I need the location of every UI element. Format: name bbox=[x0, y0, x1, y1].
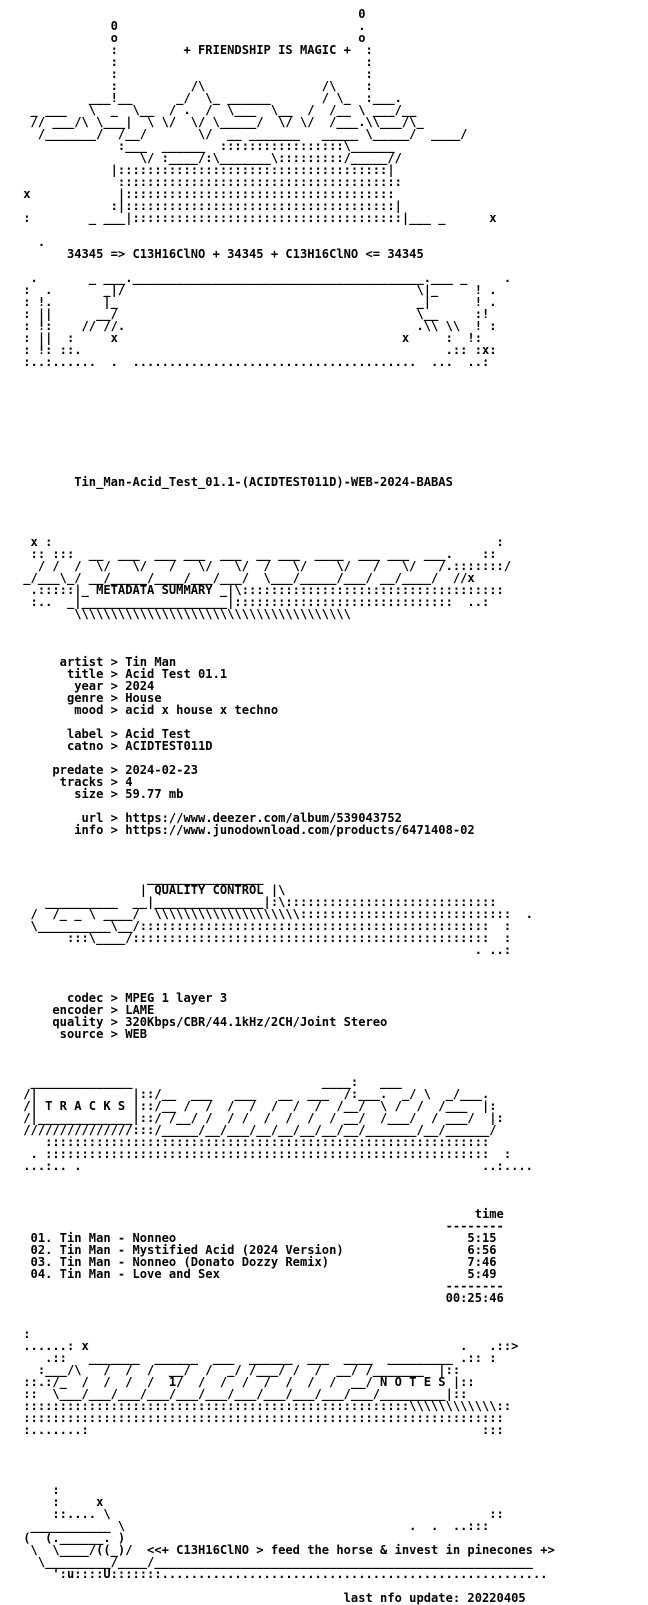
nfo-line: ::.:/_ / / / / 1/ / / / / / / / __/ N O T E S |:: bbox=[16, 1375, 475, 1389]
nfo-line: ________________ bbox=[16, 871, 264, 885]
nfo-line bbox=[16, 1304, 555, 1316]
nfo-line: source > WEB bbox=[16, 1027, 148, 1041]
nfo-line bbox=[16, 956, 555, 968]
nfo-line: /_______/ /__/ \/ __ _______ _____ \_____/ ____/ bbox=[16, 127, 468, 141]
nfo-line: \_________/____/____________________________________________________ bbox=[16, 1555, 533, 1569]
nfo-line: tracks > 4 bbox=[16, 775, 133, 789]
nfo-line bbox=[16, 1580, 555, 1592]
nfo-line: :.. _|____________________|:::::::::::::::::::::::::::::: ..: bbox=[16, 595, 490, 609]
nfo-line: /| T R A C K S |::/__ / / / / / / / /__/ \ / / /___ |: bbox=[16, 1099, 497, 1113]
nfo-line: _ ___ \ _ \__ / . / \___ \__ / /__ \ ___/__ bbox=[16, 103, 417, 117]
nfo-line: :..:...... . ....................................... ... ..: bbox=[16, 355, 490, 369]
nfo-line: ':u::::U:::::::..................................................... bbox=[16, 1567, 548, 1581]
nfo-line: year > 2024 bbox=[16, 679, 155, 693]
nfo-line bbox=[16, 1184, 555, 1196]
nfo-line: encoder > LAME bbox=[16, 1003, 155, 1017]
nfo-line: : !. |_ _| ! . bbox=[16, 295, 497, 309]
nfo-line: quality > 320Kbps/CBR/44.1kHz/2CH/Joint Stereo bbox=[16, 1015, 388, 1029]
nfo-line: x : : bbox=[16, 535, 504, 549]
nfo-line: . _ ___.________________________________________.___ _ . bbox=[16, 271, 512, 285]
nfo-line bbox=[16, 392, 555, 404]
nfo-line bbox=[16, 1448, 555, 1460]
nfo-line bbox=[16, 1460, 555, 1472]
nfo-line: : : bbox=[16, 55, 373, 69]
nfo-line bbox=[16, 1472, 555, 1484]
nfo-line: url > https://www.deezer.com/album/539043752 bbox=[16, 811, 402, 825]
nfo-line: o o bbox=[16, 31, 366, 45]
nfo-line: :___ ______ :::::::::::::::::\______ bbox=[16, 139, 395, 153]
nfo-line bbox=[16, 452, 555, 464]
nfo-line: ___________ \ . . ..::: bbox=[16, 1519, 490, 1533]
nfo-line: 03. Tin Man - Nonneo (Donato Dozzy Remix) 7:46 bbox=[16, 1255, 497, 1269]
nfo-line: ______________ ____: ___ bbox=[16, 1075, 402, 1089]
nfo-line: /| |::/__ ___ ___ __ ___ /:___. _/ \ _/___. bbox=[16, 1087, 490, 1101]
nfo-line: : : bbox=[16, 67, 373, 81]
nfo-line: | QUALITY CONTROL |\ bbox=[16, 883, 286, 897]
nfo-line: / / / \/ \/ / \/ \/ / \/ \/ / \/ /.:::::::/ bbox=[16, 559, 512, 573]
nfo-line: : !: ::. .:: :x: bbox=[16, 343, 497, 357]
nfo-line: . bbox=[16, 235, 46, 249]
nfo-line: .:: _______ ______ ___ ______ ___ ____ _________ .:: : bbox=[16, 1351, 497, 1365]
nfo-line: : || : x x : !: bbox=[16, 331, 482, 345]
nfo-line: \/ :____/:\_______\:::::::::/_____// bbox=[16, 151, 402, 165]
nfo-line: \__________\__/:::::::::::::::::::::::::::::::::::::::::::::::: : bbox=[16, 919, 512, 933]
nfo-line bbox=[16, 1172, 555, 1184]
nfo-line: 02. Tin Man - Mystified Acid (2024 Version) 6:56 bbox=[16, 1243, 497, 1257]
nfo-line: /|_____________|::/ /__/ / / / / / / / __/ /___/ / ___/ |: bbox=[16, 1111, 504, 1125]
nfo-line: : _ ___|:::::::::::::::::::::::::::::::::::::|___ _ x bbox=[16, 211, 497, 225]
nfo-line: . ..: bbox=[16, 943, 512, 957]
nfo-line: -------- bbox=[16, 1219, 504, 1233]
nfo-line bbox=[16, 512, 555, 524]
nfo-line: info > https://www.junodownload.com/products/6471408-02 bbox=[16, 823, 475, 837]
nfo-line: : bbox=[16, 1483, 60, 1497]
nfo-line bbox=[16, 404, 555, 416]
nfo-line: : x bbox=[16, 1495, 104, 1509]
nfo-line bbox=[16, 1316, 555, 1328]
nfo-line: ::.... \ :: bbox=[16, 1507, 504, 1521]
nfo-line bbox=[16, 632, 555, 644]
nfo-line bbox=[16, 368, 555, 380]
nfo-line: : /\ /\ : bbox=[16, 79, 373, 93]
nfo-line: __________ __|_______________|:\::::::::::::::::::::::::::::: bbox=[16, 895, 497, 909]
nfo-line: \\\\\\\\\\\\\\\\\\\\\\\\\\\\\\\\\\\\\\ bbox=[16, 607, 351, 621]
nfo-line bbox=[16, 488, 555, 500]
nfo-line bbox=[16, 836, 555, 848]
nfo-line: :.......: ::: bbox=[16, 1423, 504, 1437]
nfo-line: : || __/ \__ :! bbox=[16, 307, 490, 321]
nfo-line: catno > ACIDTEST011D bbox=[16, 739, 213, 753]
nfo-line bbox=[16, 968, 555, 980]
nfo-line: :: ::: __ ___ ___ ___ ___ __ ___ ____ ___ ___ ___. :: bbox=[16, 547, 497, 561]
nfo-line: . ::::::::::::::::::::::::::::::::::::::::::::::::::::::::::::: : bbox=[16, 1147, 512, 1161]
nfo-line: genre > House bbox=[16, 691, 162, 705]
nfo-line: -------- bbox=[16, 1279, 504, 1293]
nfo-line: :___/\ / / / __/ / _/ /___/ / / __/ /_______ |:: bbox=[16, 1363, 461, 1377]
nfo-line bbox=[16, 224, 555, 236]
nfo-line: codec > MPEG 1 layer 3 bbox=[16, 991, 228, 1005]
nfo-line bbox=[16, 1436, 555, 1448]
nfo-line: 04. Tin Man - Love and Sex 5:49 bbox=[16, 1267, 497, 1281]
nfo-line: :|:::::::::::::::::::::::::::::::::::::| bbox=[16, 199, 402, 213]
nfo-line: // ___/\ \___| \ \/ \/ \_____/ \/ \/ /___.\\___/\_ bbox=[16, 115, 424, 129]
nfo-text-viewer bbox=[16, 8, 555, 1604]
nfo-line bbox=[16, 848, 555, 860]
nfo-line: ...:.. . ..:.... bbox=[16, 1159, 533, 1173]
nfo-line: 01. Tin Man - Nonneo 5:15 bbox=[16, 1231, 497, 1245]
nfo-line: :::::::::::::::::::::::::::::::::::::::::::::::::::::\\\\\\\\\\\\:: bbox=[16, 1399, 512, 1413]
nfo-line bbox=[16, 428, 555, 440]
nfo-line bbox=[16, 1040, 555, 1052]
nfo-line: _/___\_/ __/_____/____/___/___/ \___/_____/___/ __/____/ //x bbox=[16, 571, 475, 585]
nfo-line: x |::::::::::::::::::::::::::::::::::::: bbox=[16, 187, 395, 201]
nfo-line: .:::::|_ METADATA SUMMARY _|\:::::::::::::::::::::::::::::::::::: bbox=[16, 583, 504, 597]
nfo-line: : bbox=[16, 1327, 31, 1341]
nfo-line: time bbox=[16, 1207, 504, 1221]
nfo-line: 0 . bbox=[16, 19, 366, 33]
nfo-line: last nfo update: 20220405 bbox=[16, 1591, 526, 1605]
nfo-line bbox=[16, 620, 555, 632]
nfo-line: ///////////////:::/_____/__/___/__/__/__/__/__/_______/__/______/ bbox=[16, 1123, 497, 1137]
nfo-line: ::::::::::::::::::::::::::::::::::::::::::::::::::::::::::::: bbox=[16, 1135, 490, 1149]
nfo-line: ( (.______. ) bbox=[16, 1531, 126, 1545]
nfo-line bbox=[16, 380, 555, 392]
nfo-line bbox=[16, 416, 555, 428]
nfo-line: 34345 => C13H16ClNO + 34345 + C13H16ClNO <= 34345 bbox=[16, 247, 424, 261]
nfo-line bbox=[16, 1052, 555, 1064]
nfo-line: title > Acid Test 01.1 bbox=[16, 667, 228, 681]
nfo-line: predate > 2024-02-23 bbox=[16, 763, 199, 777]
nfo-line: : !: // //. .\\ \\ ! : bbox=[16, 319, 497, 333]
nfo-line: \ \____/((_)/ <<+ C13H16ClNO > feed the horse & invest in pinecones +> bbox=[16, 1543, 555, 1557]
nfo-line: / /_ _ \ ____/ \\\\\\\\\\\\\\\\\\\\::::::::::::::::::::::::::::: . bbox=[16, 907, 533, 921]
nfo-line: 00:25:46 bbox=[16, 1291, 504, 1305]
nfo-line bbox=[16, 440, 555, 452]
nfo-line: ::::::::::::::::::::::::::::::::::::::: bbox=[16, 175, 402, 189]
nfo-line: : . _|/ \|_ ! . bbox=[16, 283, 497, 297]
nfo-line: ......: x . .::> bbox=[16, 1339, 519, 1353]
nfo-line: :::::::::::::::::::::::::::::::::::::::::::::::::::::::::::::::::: bbox=[16, 1411, 504, 1425]
nfo-line: artist > Tin Man bbox=[16, 655, 177, 669]
nfo-line: mood > acid x house x techno bbox=[16, 703, 279, 717]
nfo-line bbox=[16, 500, 555, 512]
nfo-line: ___!__ _/ \_ ______ / \_ :___. bbox=[16, 91, 402, 105]
nfo-line: Tin_Man-Acid_Test_01.1-(ACIDTEST011D)-WEB-2024-BABAS bbox=[16, 475, 453, 489]
nfo-line: size > 59.77 mb bbox=[16, 787, 184, 801]
nfo-line: |:::::::::::::::::::::::::::::::::::::| bbox=[16, 163, 395, 177]
nfo-line: label > Acid Test bbox=[16, 727, 191, 741]
nfo-line: :::\____/::::::::::::::::::::::::::::::::::::::::::::::::: : bbox=[16, 931, 512, 945]
nfo-line: 0 bbox=[16, 7, 366, 21]
nfo-line: : + FRIENDSHIP IS MAGIC + : bbox=[16, 43, 373, 57]
nfo-line: :: \___/___/___/___/___/___/___/___/___/___/___/_________|:: bbox=[16, 1387, 468, 1401]
